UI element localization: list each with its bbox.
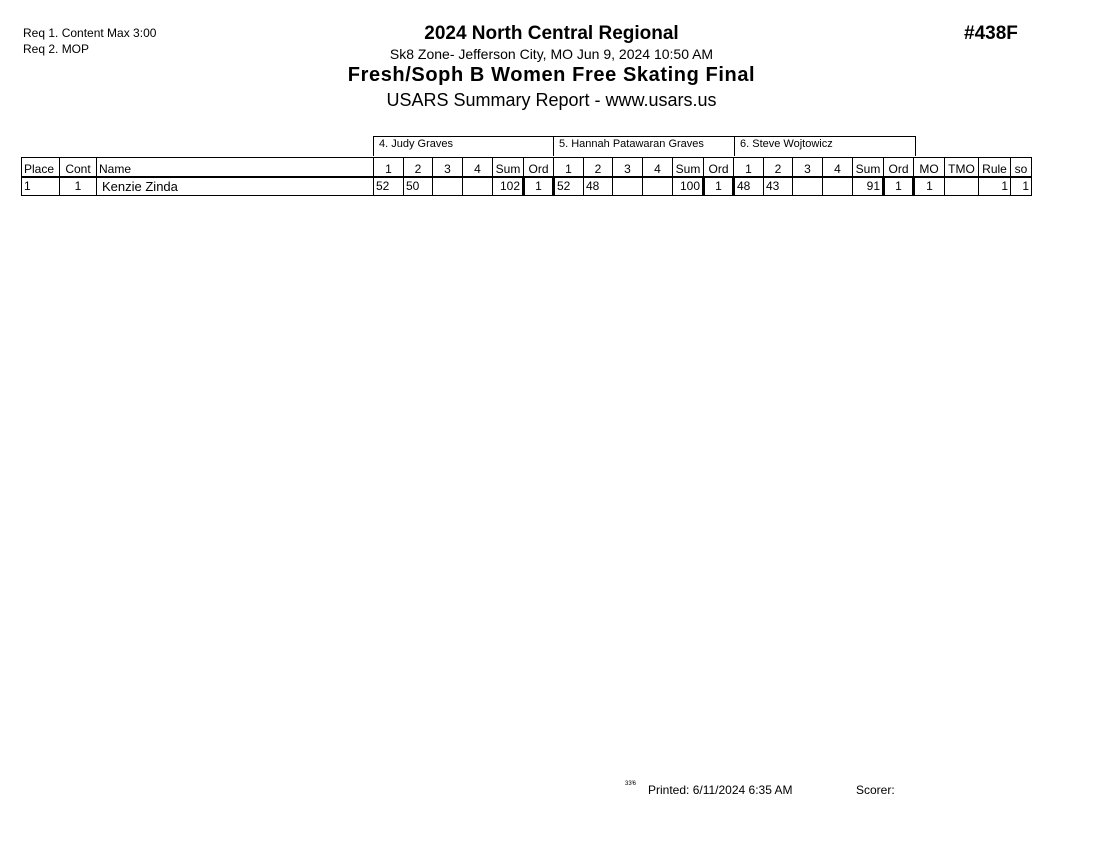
cell-so: 1 bbox=[1011, 177, 1032, 196]
cell-j2-ord: 1 bbox=[704, 177, 734, 196]
col-tmo: TMO bbox=[945, 158, 979, 177]
cell-j3-score4 bbox=[823, 177, 853, 196]
col-j1-score4: 4 bbox=[463, 158, 493, 177]
col-j3-score2: 2 bbox=[764, 158, 793, 177]
printed-timestamp: Printed: 6/11/2024 6:35 AM bbox=[648, 783, 793, 797]
judge-header-1: 4. Judy Graves bbox=[373, 136, 554, 156]
judge-header-3: 6. Steve Wojtowicz bbox=[734, 136, 916, 156]
col-j3-score3: 3 bbox=[793, 158, 823, 177]
col-rule: Rule bbox=[979, 158, 1011, 177]
cell-j1-score2: 50 bbox=[404, 177, 433, 196]
col-j1-ord: Ord bbox=[524, 158, 554, 177]
scorer-label: Scorer: bbox=[856, 783, 895, 797]
event-number: #438F bbox=[964, 23, 1018, 44]
requirement-2: Req 2. MOP bbox=[23, 42, 90, 56]
col-j1-score2: 2 bbox=[404, 158, 433, 177]
table-row bbox=[22, 177, 1032, 196]
footer-mark: 33ˡ6 bbox=[625, 781, 636, 787]
col-j2-score2: 2 bbox=[584, 158, 613, 177]
col-j2-sum: Sum bbox=[673, 158, 704, 177]
col-mo: MO bbox=[914, 158, 945, 177]
col-j2-score4: 4 bbox=[643, 158, 673, 177]
cell-j3-score1: 48 bbox=[734, 177, 764, 196]
cell-j2-score4 bbox=[643, 177, 673, 196]
cell-j3-score2: 43 bbox=[764, 177, 793, 196]
cell-skater-name: Kenzie Zinda bbox=[97, 177, 374, 196]
requirement-1: Req 1. Content Max 3:00 bbox=[23, 26, 157, 40]
cell-rule: 1 bbox=[979, 177, 1011, 196]
cell-mo: 1 bbox=[914, 177, 945, 196]
col-so: so bbox=[1011, 158, 1032, 177]
cell-cont: 1 bbox=[60, 177, 97, 196]
col-j2-score3: 3 bbox=[613, 158, 643, 177]
col-j2-ord: Ord bbox=[704, 158, 734, 177]
competition-title: 2024 North Central Regional bbox=[424, 23, 679, 44]
cell-j3-sum: 91 bbox=[853, 177, 884, 196]
col-j3-sum: Sum bbox=[853, 158, 884, 177]
event-title: Fresh/Soph B Women Free Skating Final bbox=[347, 64, 756, 86]
cell-tmo bbox=[945, 177, 979, 196]
cell-j1-score4 bbox=[463, 177, 493, 196]
judge-header-2: 5. Hannah Patawaran Graves bbox=[553, 136, 735, 156]
cell-j3-ord: 1 bbox=[884, 177, 914, 196]
col-j1-score1: 1 bbox=[374, 158, 404, 177]
cell-j1-score3 bbox=[433, 177, 463, 196]
cell-j2-sum: 100 bbox=[673, 177, 704, 196]
column-header-row bbox=[22, 158, 1032, 177]
venue-date: Sk8 Zone- Jefferson City, MO Jun 9, 2024 10:50 AM bbox=[389, 46, 714, 62]
col-j2-score1: 1 bbox=[554, 158, 584, 177]
col-place: Place bbox=[22, 158, 60, 177]
cell-j1-ord: 1 bbox=[524, 177, 554, 196]
cell-j1-sum: 102 bbox=[493, 177, 524, 196]
report-title: USARS Summary Report - www.usars.us bbox=[386, 90, 717, 110]
cell-j2-score2: 48 bbox=[584, 177, 613, 196]
col-j3-score1: 1 bbox=[734, 158, 764, 177]
col-j3-ord: Ord bbox=[884, 158, 914, 177]
col-j1-score3: 3 bbox=[433, 158, 463, 177]
cell-place: 1 bbox=[22, 177, 60, 196]
cell-j2-score3 bbox=[613, 177, 643, 196]
cell-j1-score1: 52 bbox=[374, 177, 404, 196]
col-j3-score4: 4 bbox=[823, 158, 853, 177]
cell-j3-score3 bbox=[793, 177, 823, 196]
cell-j2-score1: 52 bbox=[554, 177, 584, 196]
col-j1-sum: Sum bbox=[493, 158, 524, 177]
results-table bbox=[21, 157, 1032, 196]
col-name: Name bbox=[97, 158, 374, 177]
col-cont: Cont bbox=[60, 158, 97, 177]
